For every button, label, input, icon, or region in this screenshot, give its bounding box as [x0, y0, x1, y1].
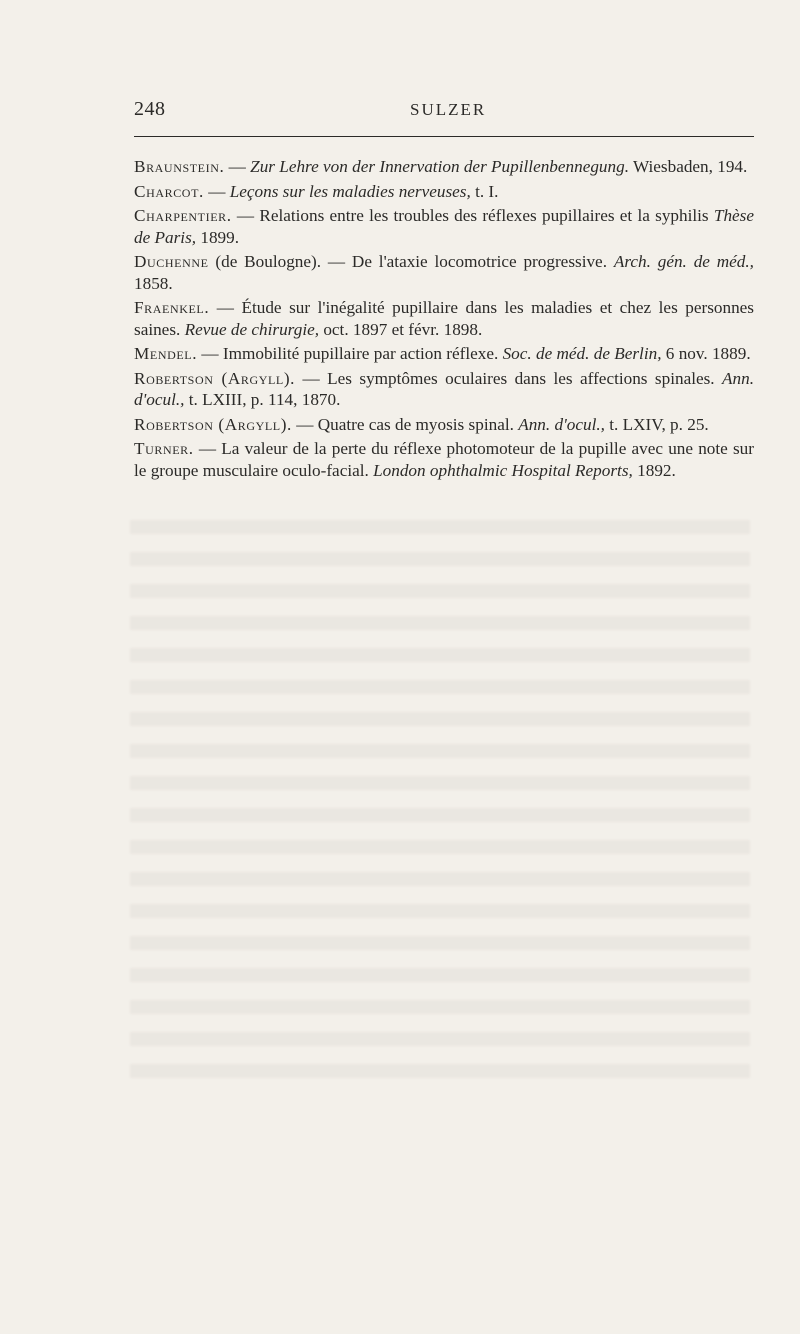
entry-separator: — — [291, 414, 318, 434]
entry-text: Les symptômes oculaires dans les affections spinales. — [327, 368, 723, 388]
entry-title: Arch. gén. de méd., — [613, 252, 754, 271]
bibliography-entry — [134, 343, 754, 365]
running-head: SULZER — [410, 100, 487, 119]
entry-rest: 1858. — [134, 273, 173, 293]
page-header — [134, 96, 754, 126]
entry-separator: (de Boulogne). — — [208, 252, 352, 271]
entry-title: Ann. d'ocul., — [134, 368, 755, 409]
entry-text: La valeur de la perte du réflexe photomoteur de la pupille avec une note sur le groupe musculaire oculo-facial. — [134, 439, 754, 480]
entry-text: De l'ataxie locomotrice progressive. — [351, 252, 614, 271]
bibliography-entry — [134, 414, 754, 436]
entry-rest: 1899. — [196, 227, 240, 247]
bibliography-entry — [134, 297, 754, 340]
bibliography-entry — [134, 368, 754, 411]
entry-author: Robertson (Argyll). — [134, 368, 296, 388]
bibliography-entry — [134, 181, 754, 203]
entry-rest: 6 nov. 1889. — [661, 344, 751, 363]
entry-separator: — — [224, 157, 251, 176]
bibliography-entry — [134, 205, 754, 248]
entry-title: Ann. d'ocul., — [518, 414, 605, 434]
bibliography-entry — [134, 156, 754, 178]
entry-rest: 1892. — [632, 460, 676, 480]
entry-title: Leçons sur les maladies nerveuses, — [229, 181, 471, 201]
entry-rest: Wiesbaden, 194. — [629, 157, 748, 176]
bibliography-entry — [134, 438, 754, 481]
entry-author: Fraenkel. — [134, 298, 210, 317]
entry-text: Étude sur l'inégalité pupillaire dans les maladies et chez les personnes saines. — [134, 298, 754, 339]
entry-rest: oct. 1897 et févr. 1898. — [319, 319, 483, 339]
bibliography-list — [134, 156, 754, 484]
entry-author: Robertson (Argyll). — [134, 414, 292, 434]
entry-separator: — — [231, 206, 260, 225]
header-rule — [134, 136, 754, 137]
entry-title: Revue de chirurgie, — [184, 319, 320, 339]
page-number: 248 — [134, 98, 166, 120]
entry-title: Soc. de méd. de Berlin, — [502, 344, 662, 363]
entry-separator: — — [203, 181, 230, 201]
entry-author: Charpentier. — [134, 206, 232, 225]
entry-separator: — — [197, 344, 223, 363]
entry-author: Turner. — [134, 439, 194, 458]
entry-text: Immobilité pupillaire par action réflexe. — [222, 344, 503, 363]
entry-text: Relations entre les troubles des réflexes pupillaires et la syphilis — [259, 206, 714, 225]
entry-author: Mendel. — [134, 344, 198, 363]
entry-rest: t. LXIII, p. 114, 1870. — [184, 390, 341, 409]
entry-rest: t. I. — [470, 181, 499, 201]
entry-rest: t. LXIV, p. 25. — [604, 414, 709, 434]
entry-title: London ophthalmic Hospital Reports, — [373, 460, 633, 480]
entry-author: Charcot. — [134, 181, 204, 201]
bleed-through-texture — [130, 520, 750, 1080]
entry-separator: — — [209, 298, 242, 317]
entry-author: Braunstein. — [134, 157, 225, 176]
entry-title: Zur Lehre von der Innervation der Pupillenbennegung. — [250, 157, 629, 176]
entry-author: Duchenne — [134, 252, 209, 271]
bibliography-entry — [134, 251, 754, 294]
entry-separator: — — [295, 368, 328, 388]
entry-title: Thèse de Paris, — [134, 206, 754, 247]
entry-text: Quatre cas de myosis spinal. — [317, 414, 519, 434]
entry-separator: — — [193, 439, 222, 458]
